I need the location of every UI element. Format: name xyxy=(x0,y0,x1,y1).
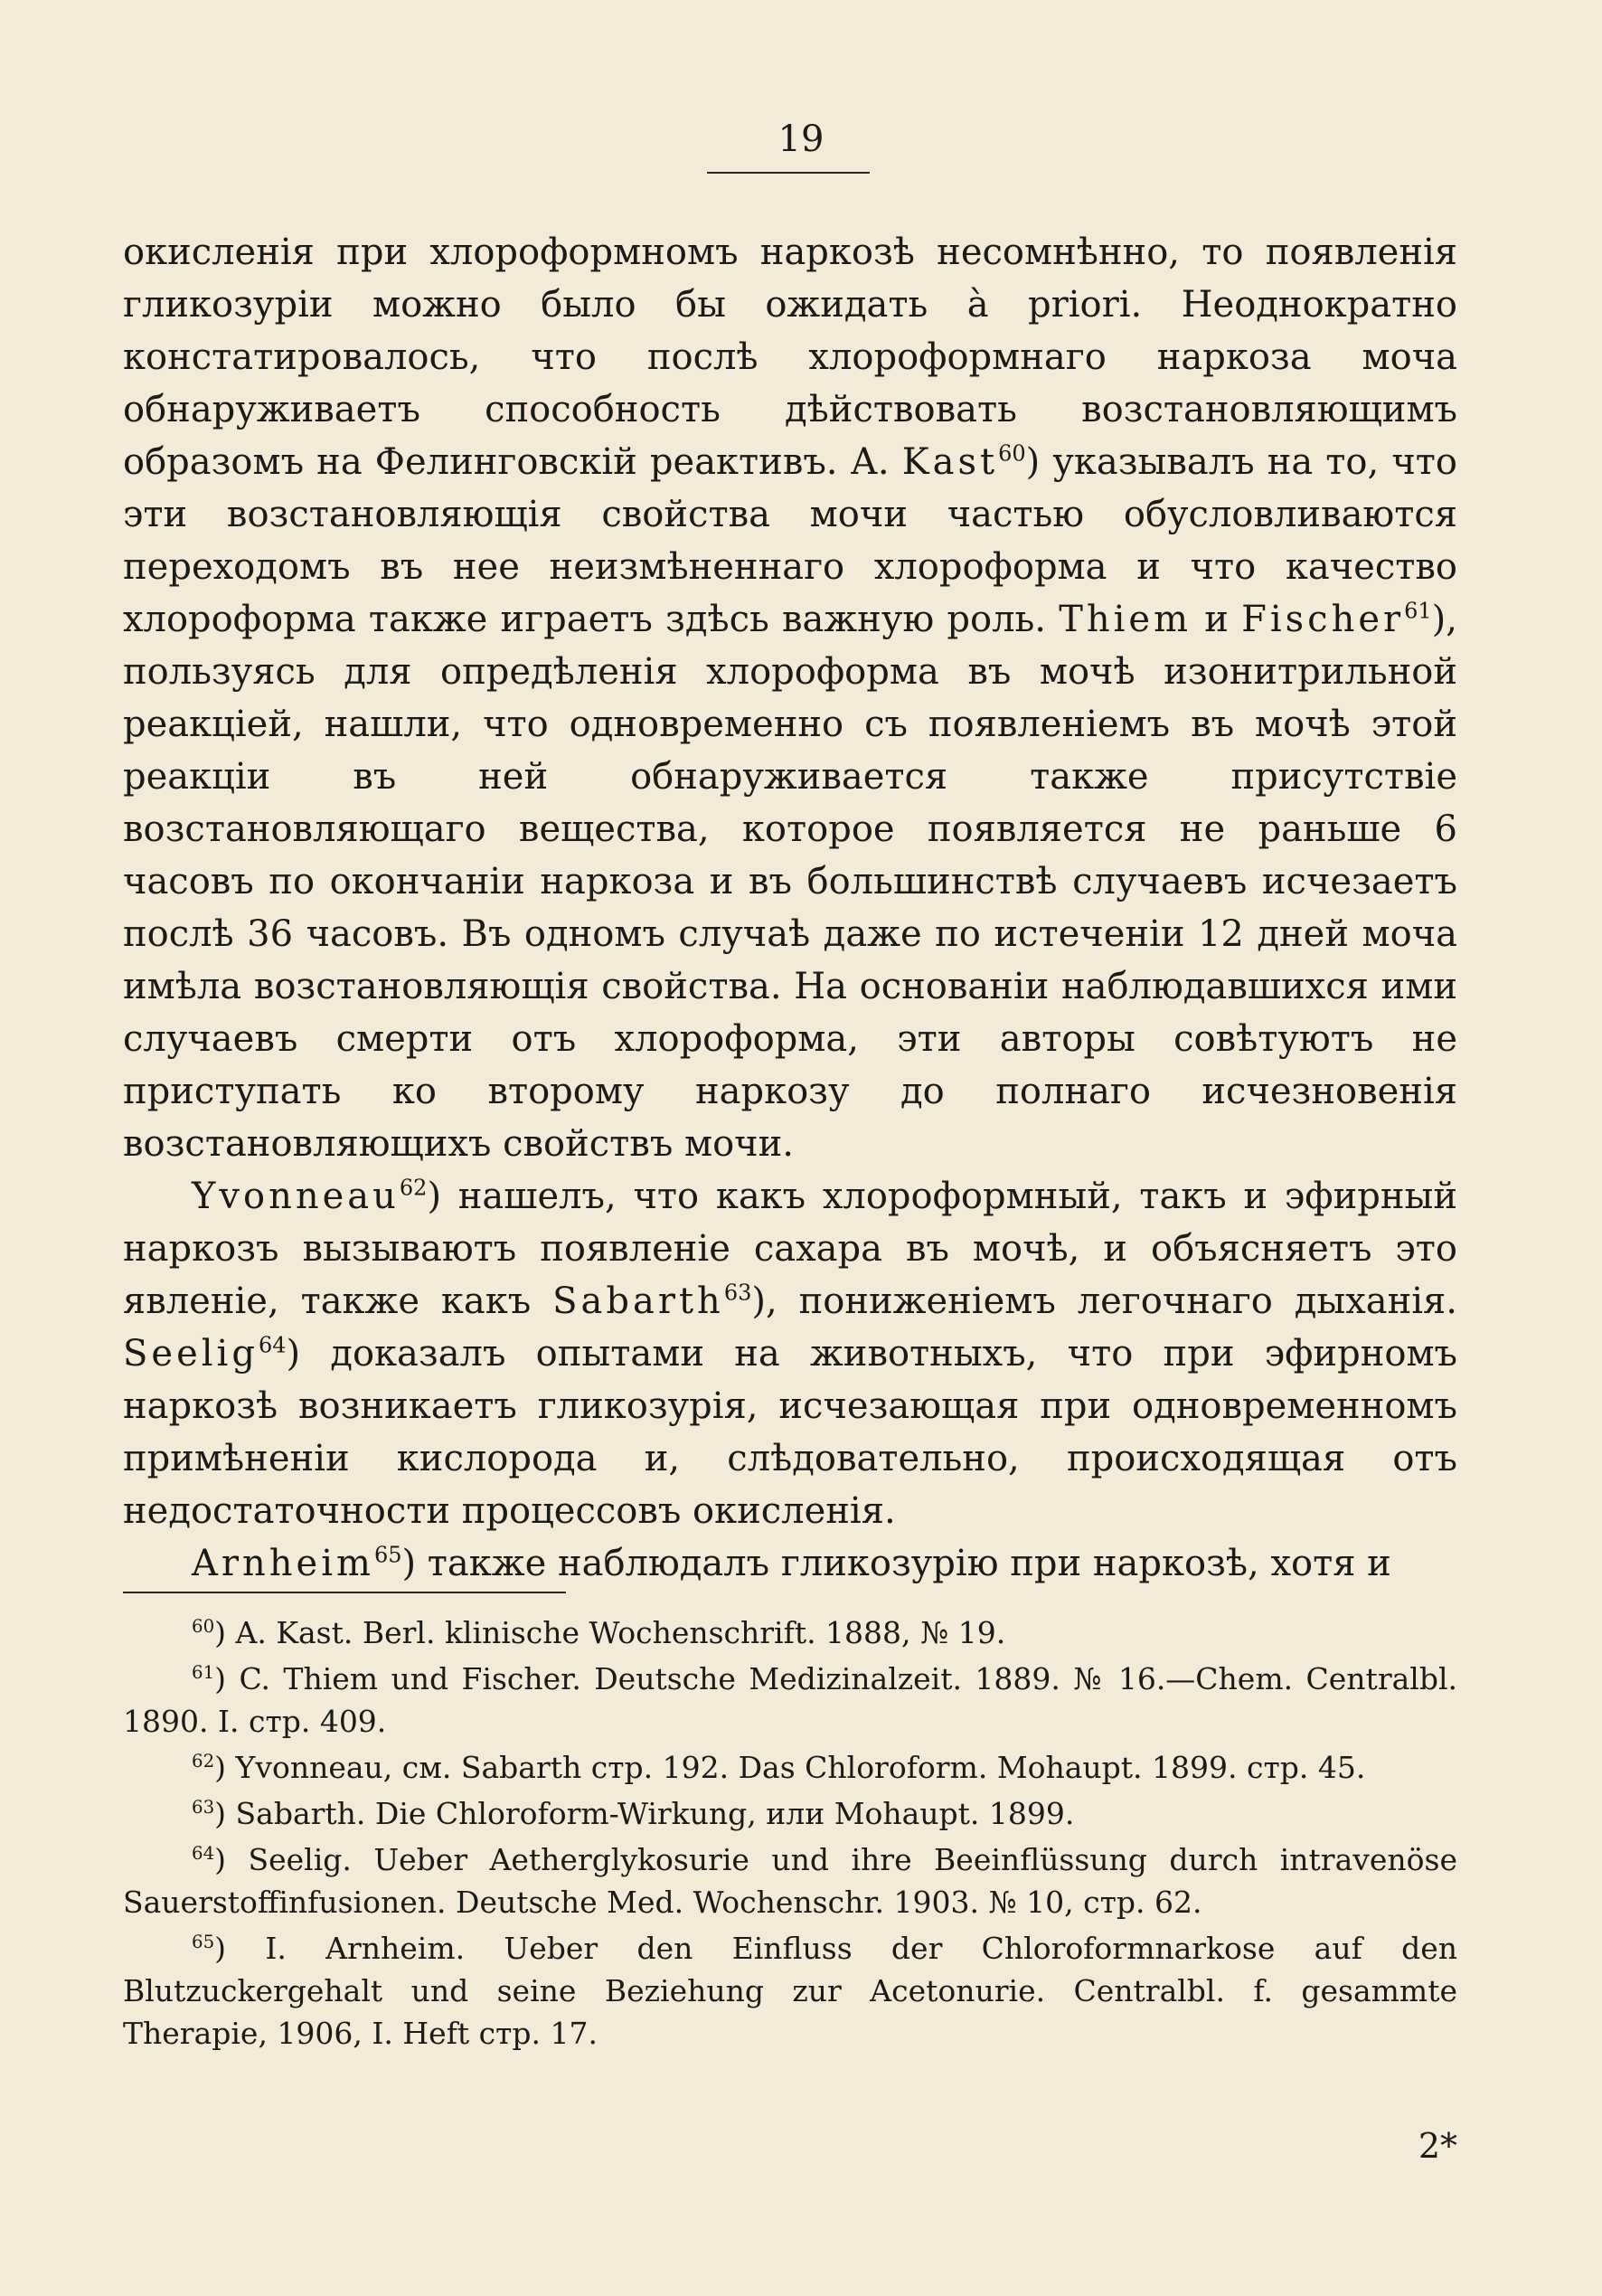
footnote-62 xyxy=(123,1746,1457,1789)
footnote-64 xyxy=(123,1838,1457,1923)
author-name-sabarth: Sabarth xyxy=(552,1280,724,1322)
author-name-yvonneau: Yvonneau xyxy=(192,1176,400,1217)
footnote-text: ) C. Thiem und Fischer. Deutsche Medizinalzeit. 1889. № 16.—Chem. Centralbl. 1890. I. стр. 409. xyxy=(123,1661,1457,1739)
body-text xyxy=(123,226,1457,1590)
page-number: 19 xyxy=(777,118,825,160)
text-run: окисленія при хлороформномъ наркозѣ несомнѣнно, то появленія гликозуріи можно было бы ожидать à priori. Неоднократно констатировалось, что послѣ хлороформнаго наркоза моча обнаруживаетъ способность дѣйствовать возстановляющимъ образомъ на Фелинговскій реактивъ. А. xyxy=(123,231,1457,483)
footnote-65 xyxy=(123,1927,1457,2055)
text-run: и xyxy=(1192,599,1242,640)
footnote-mark: 64 xyxy=(192,1843,215,1864)
header-rule xyxy=(707,172,870,174)
footnote-ref-65: 65 xyxy=(373,1542,402,1568)
footnote-ref-62: 62 xyxy=(399,1175,428,1201)
paragraph-1 xyxy=(123,226,1457,1170)
footnotes xyxy=(123,1611,1457,2058)
signature-mark: 2* xyxy=(1418,2126,1457,2166)
author-name-fischer: Fischer xyxy=(1241,599,1405,640)
footnote-ref-64: 64 xyxy=(258,1332,287,1358)
author-name-arnheim: Arnheim xyxy=(192,1543,374,1584)
text-run: ) доказалъ опытами на животныхъ, что при эфирномъ наркозѣ возникаетъ гликозурія, исчезающая при одновременномъ примѣненіи кислорода и, слѣдовательно, происходящая отъ недостаточности процессовъ окисленія. xyxy=(123,1333,1457,1532)
footnote-60 xyxy=(123,1611,1457,1654)
footnote-ref-60: 60 xyxy=(998,440,1026,467)
footnote-text: ) Sabarth. Die Chloroform-Wirkung, или Mohaupt. 1899. xyxy=(214,1796,1075,1831)
author-name-kast: Kast xyxy=(901,441,999,483)
text-run: ) указывалъ на то, что эти возстановляющія свойства мочи частью обусловливаются переходомъ въ нее неизмѣненнаго хлороформа и что качество хлороформа также играетъ здѣсь важную роль. xyxy=(123,441,1457,640)
paragraph-2 xyxy=(123,1170,1457,1537)
footnote-mark: 65 xyxy=(192,1932,215,1952)
footnote-text: ) Seelig. Ueber Aetherglykosurie und ihre Beeinflüssung durch intravenöse Sauerstoffinfusionen. Deutsche Med. Wochenschr. 1903. № 10, стр. 62. xyxy=(123,1842,1457,1920)
footnote-mark: 63 xyxy=(192,1797,215,1818)
footnote-mark: 61 xyxy=(192,1662,215,1683)
footnote-text: ) I. Arnheim. Ueber den Einfluss der Chloroformnarkose auf den Blutzuckergehalt und seine Beziehung zur Acetonurie. Centralbl. f. gesammte Therapie, 1906, I. Heft стр. 17. xyxy=(123,1931,1457,2051)
paragraph-3 xyxy=(123,1537,1457,1590)
author-name-seelig: Seelig xyxy=(123,1333,259,1375)
text-run: ), пониженіемъ легочнаго дыханія. xyxy=(751,1280,1457,1322)
text-run: ) также наблюдалъ гликозурію при наркозѣ, хотя и xyxy=(401,1543,1391,1584)
footnote-61 xyxy=(123,1658,1457,1743)
footnote-ref-61: 61 xyxy=(1404,598,1432,624)
footnote-rule xyxy=(123,1592,566,1593)
text-run: ), пользуясь для опредѣленія хлороформа въ мочѣ изонитрильной реакціей, нашли, что одновременно съ появленіемъ въ мочѣ этой реакціи въ ней обнаруживается также присутствіе возстановляющаго вещества, которое появляется не раньше 6 часовъ по окончаніи наркоза и въ большинствѣ случаевъ исчезаетъ послѣ 36 часовъ. Въ одномъ случаѣ даже по истеченіи 12 дней моча имѣла возстановляющія свойства. На основаніи наблюдавшихся ими случаевъ смерти отъ хлороформа, эти авторы совѣтуютъ не приступать ко второму наркозу до полнаго исчезновенія возстановляющихъ свойствъ мочи. xyxy=(123,599,1457,1165)
footnote-mark: 60 xyxy=(192,1616,215,1637)
footnote-text: ) Yvonneau, см. Sabarth стр. 192. Das Chloroform. Mohaupt. 1899. стр. 45. xyxy=(214,1750,1366,1785)
footnote-text: ) A. Kast. Berl. klinische Wochenschrift. 1888, № 19. xyxy=(214,1615,1006,1650)
footnote-ref-63: 63 xyxy=(723,1280,752,1306)
author-name-thiem: Thiem xyxy=(1059,599,1192,640)
footnote-63 xyxy=(123,1792,1457,1835)
text-run: ) нашелъ, что какъ хлороформный, такъ и эфирный наркозъ вызываютъ появленіе сахара въ мочѣ, и объясняетъ это явленіе, также какъ xyxy=(123,1176,1457,1322)
footnote-mark: 62 xyxy=(192,1751,215,1772)
